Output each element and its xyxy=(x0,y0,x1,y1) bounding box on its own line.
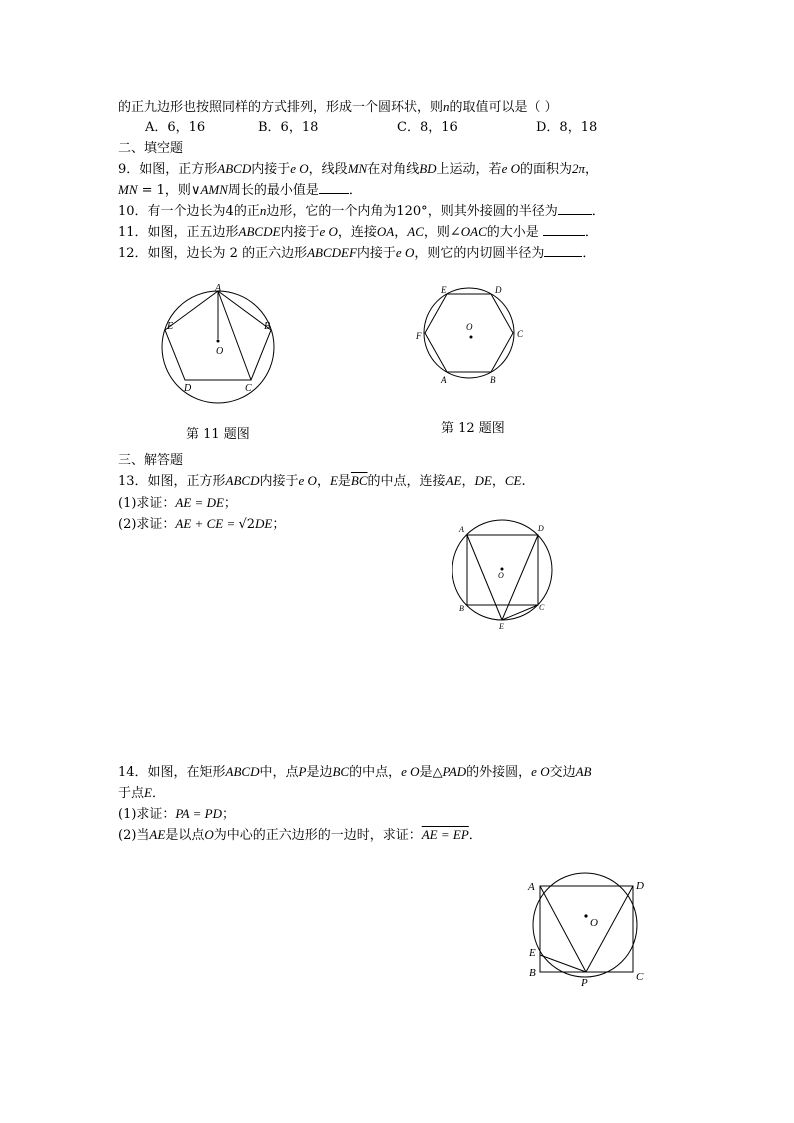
q14-line2: 于点E． xyxy=(118,785,165,801)
fig11-label-d: D xyxy=(184,383,192,394)
figure-12-hexagon xyxy=(412,282,532,392)
q10-answer-blank[interactable] xyxy=(558,202,592,215)
q13-part1: (1)求证：AE = DE； xyxy=(118,495,237,511)
fig11-label-e: E xyxy=(167,321,174,332)
q10-line: 10．有一个边长为4的正n边形，它的一个内角为120°，则其外接圆的半径为 ． xyxy=(118,203,605,219)
q8-stem: 的正九边形也按照同样的方式排列，形成一个圆环状，则n的取值可以是（ ） xyxy=(118,99,558,115)
q8-option-d: D．8，18 xyxy=(536,120,598,135)
q13-line1: 13．如图，正方形ABCD内接于e O，E是$\overline{BC}$的中点，连接AE，DE，CE. xyxy=(118,473,526,489)
q8-option-c: C．8，16 xyxy=(397,120,458,135)
fig11-label-c: C xyxy=(245,383,252,394)
q9-line2: MN = 1，则∨AMN周长的最小值是 ． xyxy=(118,182,362,198)
figure-11-pentagon xyxy=(155,284,285,414)
q9-answer-blank[interactable] xyxy=(319,181,349,194)
q11-line: 11．如图，正五边形ABCDE内接于e O，连接OA，AC，则∠OAC的大小是 ． xyxy=(118,224,598,240)
fig14-label-a: A xyxy=(528,881,535,893)
fig14-label-e: E xyxy=(529,947,536,959)
fig12-label-a: A xyxy=(441,375,447,385)
fig11-label-b: B xyxy=(264,321,271,332)
q12-line: 12．如图，边长为 2 的正六边形ABCDEF内接于e O，则它的内切圆半径为 ． xyxy=(118,245,596,261)
figure-14-rectangle xyxy=(520,868,680,998)
fig12-label-e: E xyxy=(441,285,447,295)
q14-part1: (1)求证：PA = PD； xyxy=(118,806,236,822)
fig14-label-d: D xyxy=(636,880,644,892)
q8-option-a: A．6，16 xyxy=(145,120,206,135)
q8-option-b: B．6，18 xyxy=(258,120,319,135)
fig11-label-a: A xyxy=(215,284,222,294)
q14-part2: (2)当AE是以点O为中心的正六边形的一边时，求证：AE = EP． xyxy=(118,827,482,843)
q9-line1: 9．如图，正方形ABCD内接于e O，线段MN在对角线BD上运动，若e O的面积为2π， xyxy=(118,161,599,177)
fig13-label-c: C xyxy=(539,603,545,612)
q12-answer-blank[interactable] xyxy=(544,244,582,257)
fig14-label-o: O xyxy=(590,917,598,929)
fig13-label-o: O xyxy=(498,571,504,580)
fig14-label-b: B xyxy=(529,967,536,979)
section-solution-title: 三、解答题 xyxy=(118,453,184,468)
fig12-label-d: D xyxy=(495,285,502,295)
fig13-label-a: A xyxy=(459,525,464,534)
q14-line1: 14．如图，在矩形ABCD中，点P是边BC的中点，e O是△PAD的外接圆，e O交边AB xyxy=(118,764,592,780)
fig12-label-f: F xyxy=(416,331,422,341)
fig13-label-d: D xyxy=(538,524,544,533)
fig13-label-b: B xyxy=(459,604,464,613)
figure-11-caption: 第 11 题图 xyxy=(186,427,250,442)
section-fill-blank-title: 二、填空题 xyxy=(118,141,184,156)
fig14-label-c: C xyxy=(636,971,644,983)
figure-12-caption: 第 12 题图 xyxy=(441,421,505,436)
fig12-label-b: B xyxy=(490,375,496,385)
fig12-label-c: C xyxy=(517,329,524,339)
q11-answer-blank[interactable] xyxy=(543,223,585,236)
q13-part2: (2)求证：AE + CE = √2DE； xyxy=(118,516,286,532)
fig11-label-o: O xyxy=(216,346,224,357)
fig13-label-e: E xyxy=(499,622,504,631)
fig14-label-p: P xyxy=(581,977,588,989)
fig12-label-o: O xyxy=(466,322,473,332)
figure-13-square xyxy=(452,518,562,633)
